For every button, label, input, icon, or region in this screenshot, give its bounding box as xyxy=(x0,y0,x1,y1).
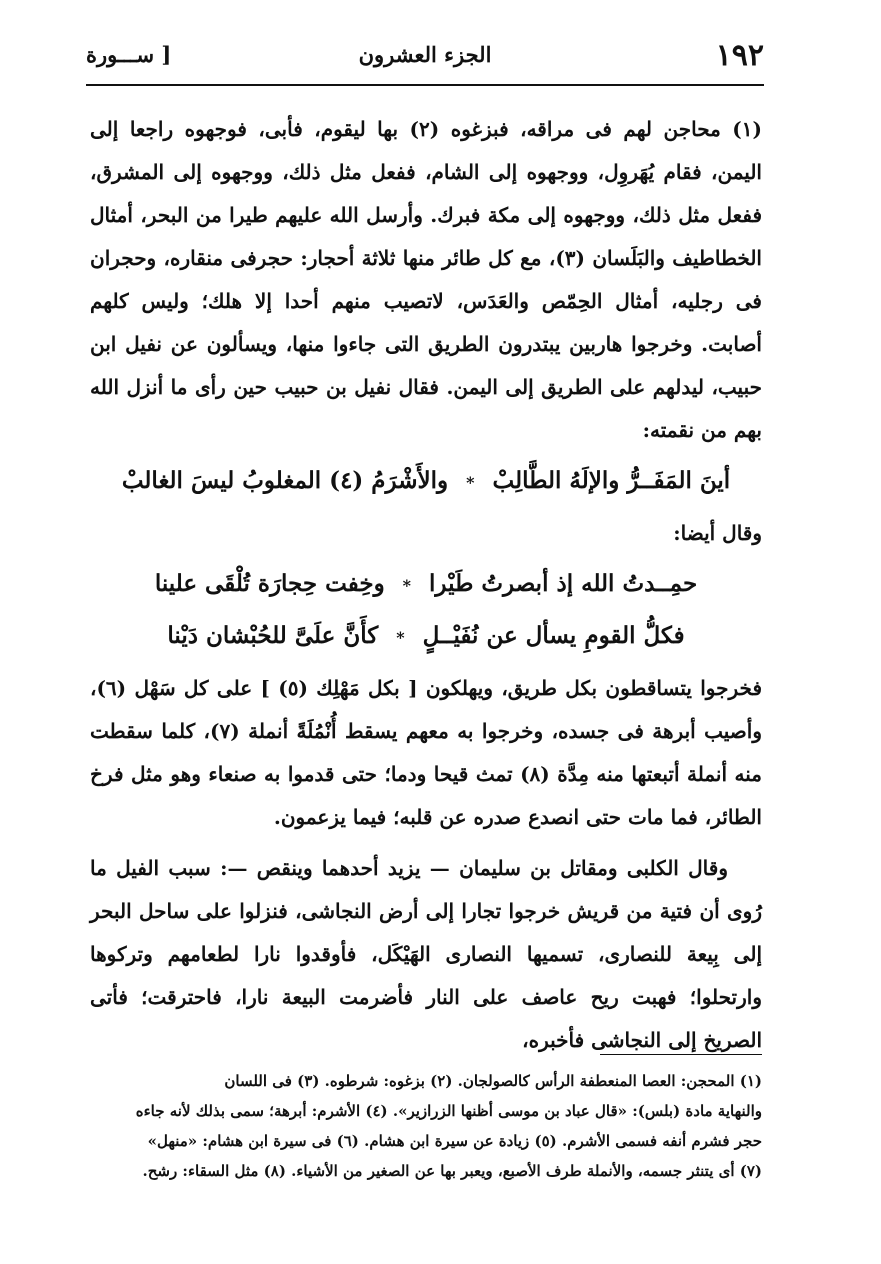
paragraph-2: فخرجوا يتساقطون بكل طريق، ويهلكون [ بكل مَهْلِك (٥) ] على كل سَهْل (٦)، وأصيب أبرهة فى جسده، وخرجوا به معهم يسقط أُنْمُلَةً أنملة (٧)، كلما سقطت منه أنملة أتبعتها منه مِدَّة (٨) تمث قيحا ودما؛ حتى قدموا به صنعاء وهو مثل فرخ الطائر، فما مات حتى انصدع صدره عن قلبه؛ فيما يزعمون. xyxy=(90,676,763,829)
running-title: الجزء العشرون xyxy=(358,42,492,67)
verse-line-1 xyxy=(90,456,762,508)
verse-2-first-hemistich: حمِــدتُ الله إذ أبصرتُ طَيْرا xyxy=(429,570,698,597)
footnotes xyxy=(90,1066,762,1186)
main-text xyxy=(90,108,762,1062)
paragraph-3: وقال الكلبى ومقاتل بن سليمان — يزيد أحدهما وينقص —: سبب الفيل ما رُوى أن فتية من قريش خرجوا تجارا إلى أرض النجاشى، فنزلوا على ساحل البحر إلى بِيعة للنصارى، تسميها النصارى الهَيْكَل، فأوقدوا نارا لطعامهم وتركوها وارتحلوا؛ فهبت ريح عاصف على النار فأضرمت البيعة نارا، فاحترقت؛ فأتى الصريخ إلى النجاشى فأخبره، xyxy=(90,856,762,1052)
verse-3-second-hemistich: كأَنَّ علَىَّ للحُبْشان دَيْنا xyxy=(167,622,379,649)
verse-1-second-hemistich: والأَشْرَمُ (٤) المغلوبُ ليسَ الغالبْ xyxy=(121,467,449,494)
verse-separator: * xyxy=(396,628,405,647)
footnote-line-3: حجر فشرم أنفه فسمى الأشرم. (٥) زيادة عن سيرة ابن هشام. (٦) فى سيرة ابن هشام: «منهل» xyxy=(147,1132,762,1150)
footnote-rule xyxy=(600,1054,762,1055)
poem-1 xyxy=(90,456,762,508)
footnote-line-1: (١) المحجن: العصا المنعطفة الرأس كالصولجان. (٢) بزغوه: شرطوه. (٣) فى اللسان xyxy=(224,1072,762,1090)
verse-line-3 xyxy=(90,611,762,663)
verse-separator: * xyxy=(402,576,412,595)
surah-label: [ ســـورة xyxy=(86,42,172,67)
verse-1-first-hemistich: أينَ المَفَــرُّ والإلَهُ الطَّالِبْ xyxy=(492,467,731,494)
footnote-line-4: (٧) أى يتنثر جسمه، والأنملة طرف الأصبع، ويعبر بها عن الصغير من الأشياء. (٨) مثل السقاء: رشح. xyxy=(142,1162,762,1180)
page-number: ١٩٢ xyxy=(715,38,764,73)
verse-line-2 xyxy=(90,559,762,611)
poem-2 xyxy=(90,559,762,663)
verse-intro: وقال أيضا: xyxy=(673,521,762,545)
header-rule xyxy=(86,84,764,86)
footnote-line-2: والنهاية مادة (بلس): «قال عباد بن موسى أظنها الزرازير». (٤) الأشرم: أبرهة؛ سمى بذلك لأنه جاءه xyxy=(135,1102,762,1120)
paragraph-1: (١) محاجن لهم فى مراقه، فبزغوه (٢) بها ليقوم، فأبى، فوجهوه راجعا إلى اليمن، فقام يُهَروِل، ووجهوه إلى الشام، ففعل مثل ذلك، ووجهوه إلى المشرق، ففعل مثل ذلك، ووجهوه إلى مكة فبرك. وأرسل الله عليهم طيرا من البحر، أمثال الخطاطيف والبَلَسان (٣)، مع كل طائر منها ثلاثة أحجار: حجرفى منقاره، وحجران فى رجليه، أمثال الحِمّص والعَدَس، لاتصيب منهم أحدا إلا هلك؛ وليس كلهم أصابت. وخرجوا هاربين يبتدرون الطريق التى جاءوا منها، ويسألون عن نفيل ابن حبيب، ليدلهم على الطريق إلى اليمن. فقال نفيل بن حبيب حين رأى ما أنزل الله بهم من نقمته: xyxy=(90,117,762,442)
verse-2-second-hemistich: وخِفت حِجارَة تُلْقَى علينا xyxy=(154,570,385,597)
verse-separator: * xyxy=(466,473,475,492)
page-header xyxy=(86,34,764,80)
verse-3-first-hemistich: فكلُّ القومِ يسأل عن نُفَيْــلٍ xyxy=(422,622,685,649)
